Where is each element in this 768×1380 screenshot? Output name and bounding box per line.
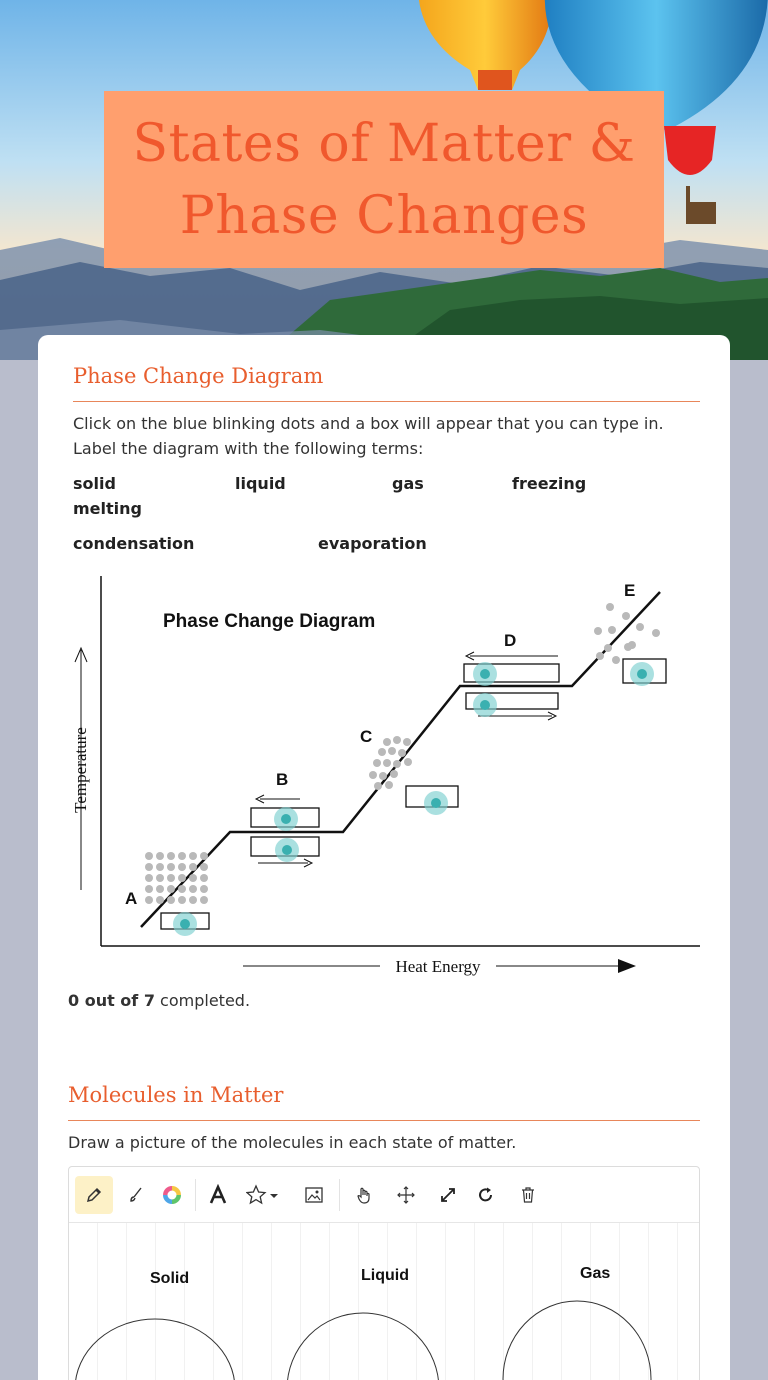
section-divider [73, 401, 700, 402]
term-condensation: condensation [73, 534, 195, 553]
drawing-canvas [68, 1166, 700, 1380]
instructions-text: Click on the blue blinking dots and a box will appear that you can type in. Label the diagram with the following terms: [73, 414, 664, 458]
color-wheel-icon[interactable] [153, 1176, 191, 1214]
label-gas: Gas [580, 1265, 611, 1282]
pencil-icon[interactable] [75, 1176, 113, 1214]
text-icon[interactable] [199, 1176, 237, 1214]
progress-text [68, 991, 250, 1010]
term-liquid: liquid [235, 474, 286, 493]
image-icon[interactable] [295, 1176, 333, 1214]
hotspot-dot-e[interactable] [630, 662, 654, 686]
x-axis-label: Heat Energy [395, 957, 481, 976]
move-icon[interactable] [387, 1176, 425, 1214]
resize-icon[interactable] [429, 1176, 467, 1214]
label-liquid: Liquid [361, 1267, 409, 1284]
diagram-title: Phase Change Diagram [163, 611, 376, 632]
term-melting: melting [73, 499, 142, 518]
brush-icon[interactable] [117, 1176, 155, 1214]
y-axis-label: Temperature [71, 727, 90, 813]
drawing-toolbar [69, 1167, 700, 1223]
term-gas: gas [392, 474, 424, 493]
molecule-circles [69, 1223, 700, 1380]
section-title-phase-change: Phase Change Diagram [73, 364, 324, 388]
redo-icon[interactable] [467, 1176, 505, 1214]
phase-change-diagram [60, 570, 710, 985]
trash-icon[interactable] [509, 1176, 547, 1214]
progress-count: 0 out of 7 [68, 991, 155, 1010]
progress-suffix: completed. [154, 991, 251, 1010]
liquid-circle [287, 1313, 439, 1380]
term-evaporation: evaporation [318, 534, 427, 553]
hotspot-dot-b-bottom[interactable] [275, 838, 299, 862]
term-freezing: freezing [512, 474, 587, 493]
label-solid: Solid [150, 1270, 190, 1287]
drawing-area[interactable] [69, 1223, 700, 1380]
point-label-e: E [624, 581, 636, 600]
solid-circle [75, 1319, 235, 1380]
gas-circle [503, 1301, 651, 1380]
hotspot-dot-d-top[interactable] [473, 662, 497, 686]
hotspot-dot-d-bottom[interactable] [473, 693, 497, 717]
point-label-d: D [504, 631, 517, 650]
hotspot-dot-c[interactable] [424, 791, 448, 815]
section-title-molecules: Molecules in Matter [68, 1083, 284, 1107]
point-label-a: A [125, 889, 138, 908]
shape-icon[interactable] [245, 1176, 283, 1214]
hotspot-dot-b-top[interactable] [274, 807, 298, 831]
heating-curve [141, 592, 660, 927]
hotspot-dot-a[interactable] [173, 912, 197, 936]
page-title: States of Matter & Phase Changes [132, 113, 636, 246]
toolbar-separator [195, 1179, 196, 1211]
title-banner [104, 91, 664, 268]
point-label-c: C [360, 727, 373, 746]
drawing-instructions: Draw a picture of the molecules in each state of matter. [68, 1133, 517, 1152]
liquid-molecules-icon [369, 736, 412, 790]
term-solid: solid [73, 474, 116, 493]
point-label-b: B [276, 770, 289, 789]
solid-molecules-icon [145, 852, 208, 904]
toolbar-separator [339, 1179, 340, 1211]
gas-molecules-icon [594, 603, 660, 664]
hand-icon[interactable] [345, 1176, 383, 1214]
section-divider [68, 1120, 700, 1121]
